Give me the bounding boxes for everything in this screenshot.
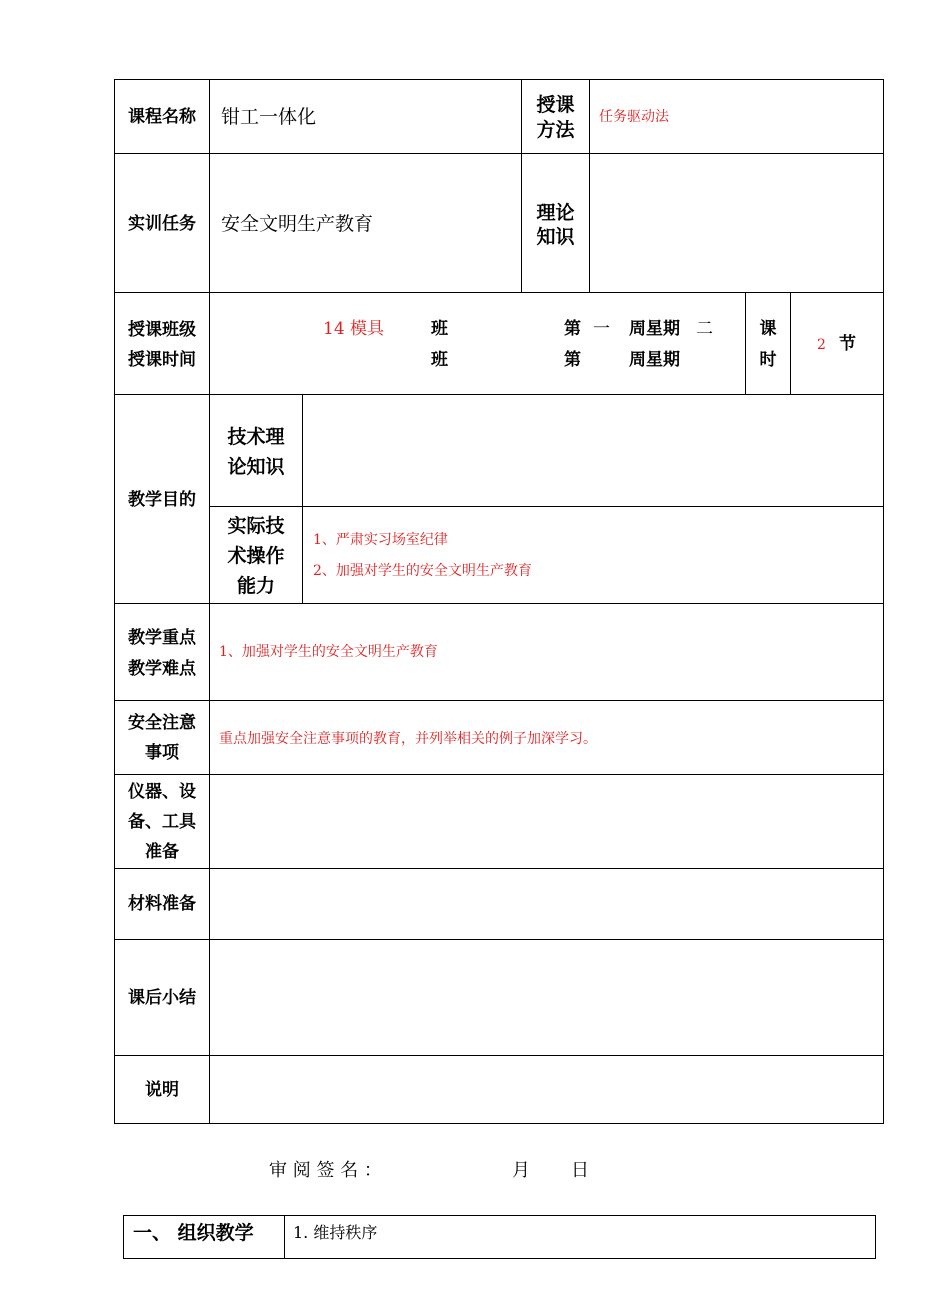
theory-label-line2: 知识 xyxy=(536,226,575,248)
task-label: 实训任务 xyxy=(128,214,196,234)
keypoint-label-line2: 教学难点 xyxy=(128,659,196,679)
task-value: 安全文明生产教育 xyxy=(221,213,374,235)
method-label-line1: 授课 xyxy=(536,94,575,116)
weekday-label-2: 周星期 xyxy=(629,350,680,370)
class-name-value: 14 模具 xyxy=(323,319,385,339)
week-number-1: 一 xyxy=(593,319,610,339)
class-unit-2: 班 xyxy=(431,350,448,370)
periods-label-line2: 时 xyxy=(759,350,777,370)
summary-label: 课后小结 xyxy=(128,988,196,1008)
organize-label: 一、 组织教学 xyxy=(133,1222,254,1244)
safety-label-line2: 事项 xyxy=(145,743,179,763)
course-name-label: 课程名称 xyxy=(128,107,196,127)
material-label: 材料准备 xyxy=(128,894,196,914)
class-unit-1: 班 xyxy=(431,319,448,339)
week-prefix-2: 第 xyxy=(564,350,581,370)
practical-label-line3: 能力 xyxy=(236,575,275,597)
objective-label: 教学目的 xyxy=(128,490,196,510)
course-name-value: 钳工一体化 xyxy=(221,106,317,128)
theory-label-line1: 理论 xyxy=(536,202,575,224)
review-day-label: 日 xyxy=(571,1160,589,1181)
method-label-line2: 方法 xyxy=(536,119,575,141)
practical-item-2: 2、加强对学生的安全文明生产教育 xyxy=(313,563,532,579)
note-label: 说明 xyxy=(145,1080,179,1100)
practical-label-line2: 术操作 xyxy=(227,545,285,567)
week-prefix-1: 第 xyxy=(564,319,581,339)
equipment-label-line3: 准备 xyxy=(145,842,179,862)
class-label: 授课班级 xyxy=(128,320,196,340)
equipment-label-line2: 备、工具 xyxy=(128,812,196,832)
tech-theory-label-line1: 技术理 xyxy=(227,426,285,448)
safety-value: 重点加强安全注意事项的教育，并列举相关的例子加深学习。 xyxy=(219,731,597,747)
tech-theory-label-line2: 论知识 xyxy=(227,456,285,478)
weekday-value-1: 二 xyxy=(696,319,713,339)
time-label: 授课时间 xyxy=(128,350,196,370)
equipment-label-line1: 仪器、设 xyxy=(128,782,196,802)
keypoint-label-line1: 教学重点 xyxy=(128,628,196,648)
weekday-label-1: 周星期 xyxy=(629,319,680,339)
organize-content: 1. 维持秩序 xyxy=(293,1223,378,1242)
practical-label-line1: 实际技 xyxy=(227,515,285,537)
review-signature-label: 审 阅 签 名 ： xyxy=(269,1160,382,1181)
safety-label-line1: 安全注意 xyxy=(128,713,196,733)
periods-unit: 节 xyxy=(839,334,856,354)
method-value: 任务驱动法 xyxy=(599,109,669,125)
periods-value: 2 xyxy=(817,337,826,353)
review-month-label: 月 xyxy=(512,1160,530,1181)
periods-label-line1: 课 xyxy=(759,319,777,339)
practical-item-1: 1、严肃实习场室纪律 xyxy=(313,532,448,548)
keypoint-value: 1、加强对学生的安全文明生产教育 xyxy=(219,644,438,660)
